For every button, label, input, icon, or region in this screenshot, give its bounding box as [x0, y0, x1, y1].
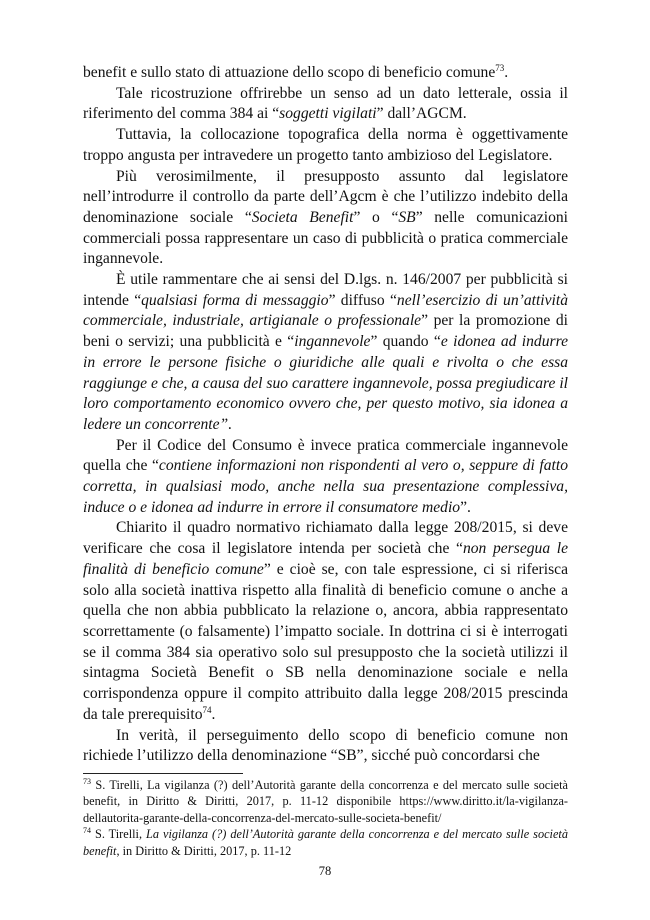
italic-text: ingannevole	[294, 333, 371, 351]
italic-text: soggetti vigilati	[279, 105, 377, 123]
text-run: Per il Codice del Consumo è invece pratica commerciale ingannevole quella che “	[83, 436, 568, 475]
text-run: ”.	[460, 498, 471, 516]
text-run: .	[504, 64, 509, 81]
text-run: S. Tirelli,	[91, 827, 147, 842]
text-run: ” diffuso “	[328, 291, 397, 309]
italic-text: e idonea ad indurre in errore le persone fisiche o giuridiche alle quali e rivolta o che essa raggiunge e che, a causa del suo carattere ingannevole, possa pregiudicare il loro comportamento economico ovvero che, per questo motivo, sia idonea a ledere un concorrente”.	[83, 333, 569, 433]
footnote-marker: 73	[495, 62, 505, 73]
text-run: ” e cioè se, con tale espressione, ci si riferisca solo alla società inattiva rispetto alla finalità di beneficio comune o anche a quella che non abbia pubblicato la relazione o, ancora, abbia rappresentato scorrettamente (o falsamente) l’impatto sociale. In dottrina ci si è interrogati se il comma 384 sia operativo solo sul presupposto che la società utilizzi il sintagma Società Benefit o SB nella denominazione sociale e nella corrispondenza oppure il compito attribuito dalla legge 208/2015 prescinda da tale prerequisito	[83, 560, 568, 723]
text-run: ” o “	[353, 208, 399, 226]
text-run: È utile rammentare che ai sensi del D.lgs. n. 146/2007 per pubblicità si intende “	[83, 271, 568, 309]
text-run: benefit e sullo stato di attuazione dello scopo di beneficio comune	[83, 64, 496, 81]
italic-text: SB	[398, 208, 416, 226]
text-run: ” per la promozione di beni o servizi; una pubblicità e “	[83, 312, 568, 351]
text-run: Tuttavia, la collocazione topografica della norma è oggettivamente troppo angusta per intravedere un progetto tanto ambizioso del Legislatore.	[83, 126, 568, 164]
paragraph	[83, 63, 568, 84]
footnote-73	[83, 777, 568, 826]
text-run: ” dall’AGCM.	[376, 105, 467, 123]
text-run: ” nelle comunicazioni commerciali possa rappresentare un caso di pubblicità o pratica commerciale ingannevole.	[83, 208, 568, 268]
paragraph	[83, 167, 568, 271]
italic-text: qualsiasi forma di messaggio	[141, 291, 329, 309]
document-page	[83, 63, 568, 767]
footnote-marker: 73	[83, 776, 91, 786]
italic-text: La vigilanza (?) dell’Autorità garante della concorrenza e del mercato sulle società benefit	[83, 827, 568, 858]
text-run: Chiarito il quadro normativo richiamato dalla legge 208/2015, si deve verificare che cosa il legislatore intenda per società che “	[83, 519, 568, 558]
italic-text: Societa Benefit	[251, 208, 354, 226]
footnote-marker: 74	[83, 826, 91, 836]
footnote-separator	[83, 773, 243, 774]
paragraph	[83, 726, 568, 767]
paragraph	[83, 270, 568, 436]
text-run: Più verosimilmente, il presupposto assunto dal legislatore nell’introdurre il controllo da parte dell’Agcm è che l’utilizzo indebito della denominazione sociale “	[83, 167, 568, 226]
text-run: Tale ricostruzione offrirebbe un senso ad un dato letterale, ossia il riferimento del comma 384 ai “	[83, 84, 568, 123]
italic-text: contiene informazioni non rispondenti al vero o, seppure di fatto corretta, in qualsiasi modo, anche nella sua presentazione complessiva, induce o e idonea ad indurre in errore il consumatore medio	[83, 457, 568, 516]
paragraph	[83, 436, 568, 519]
body-text	[83, 63, 568, 767]
paragraph	[83, 518, 568, 725]
footnote-74	[83, 826, 568, 859]
italic-text: nell’esercizio di un’attività commerciale, industriale, artigianale o professionale	[83, 291, 568, 330]
text-run: S. Tirelli, La vigilanza (?) dell’Autorità garante della concorrenza e del mercato sulle società benefit, in Diritto & Diritti, 2017, p. 11-12 disponibile https://www.diritto.it/la-vigilanza-dellautorita-garante-della-concorrenza-del-mercato-sulle-societa-benefit/	[83, 778, 568, 825]
paragraph	[83, 125, 568, 166]
text-run: , in Diritto & Diritti, 2017, p. 11-12	[116, 843, 292, 858]
page-number: 78	[318, 864, 332, 878]
text-run: .	[211, 705, 216, 723]
text-run: In verità, il perseguimento dello scopo di beneficio comune non richiede l’utilizzo della denominazione “SB”, sicché può concordarsi che	[83, 726, 568, 765]
paragraph	[83, 84, 568, 125]
footnotes	[83, 777, 568, 859]
footnote-marker: 74	[202, 704, 212, 715]
italic-text: non persegua le finalità di beneficio comune	[83, 540, 569, 578]
text-run: ” quando “	[370, 333, 441, 351]
